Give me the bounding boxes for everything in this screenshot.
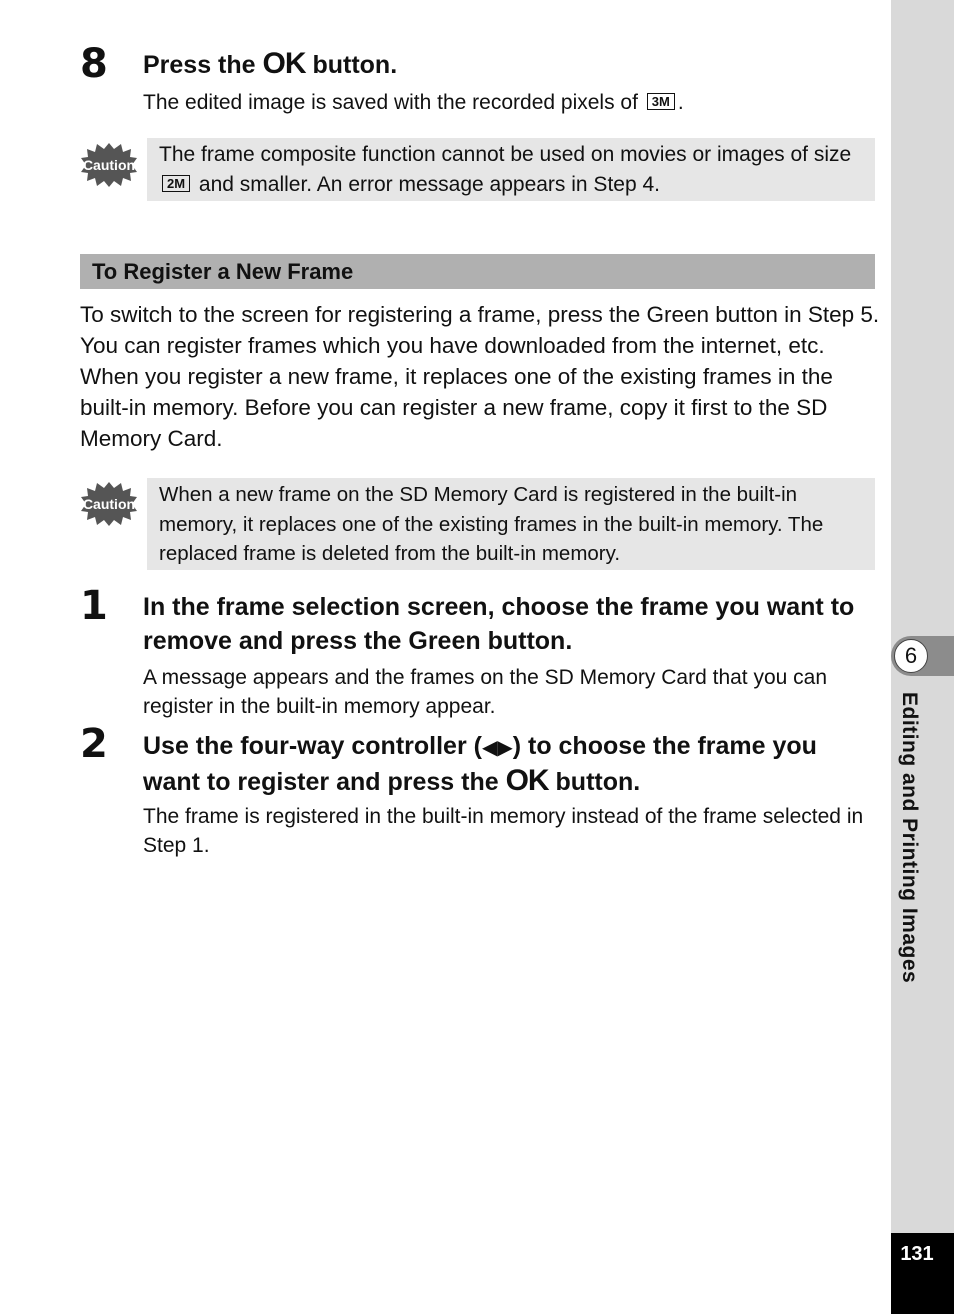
left-right-arrows-icon: ◀▶ — [481, 735, 513, 759]
step-8-text: The edited image is saved with the recorded pixels of 3M . — [143, 91, 684, 114]
ok-button-icon: OK — [262, 47, 306, 80]
caution-icon-label: Caution — [82, 157, 136, 173]
step-2-text: The frame is registered in the built-in memory instead of the frame selected in Step 1. — [143, 805, 864, 857]
caution-note-2: When a new frame on the SD Memory Card is registered in the built-in memory, it replaces one of the existing frames in the built-in memory. The replaced frame is deleted from the built-in memory. — [147, 478, 875, 570]
step-1-text: A message appears and the frames on the SD Memory Card that you can register in the built-in memory appear. — [143, 666, 828, 718]
chapter-title: Editing and Printing Images — [898, 692, 921, 984]
step-2-number: 2 — [80, 721, 108, 767]
section-heading: To Register a New Frame — [80, 254, 875, 289]
chapter-number: 6 — [894, 639, 928, 673]
caution-icon — [81, 482, 137, 526]
step-8-number: 8 — [80, 41, 108, 87]
ok-button-icon: OK — [505, 764, 549, 797]
caution-icon — [81, 143, 137, 187]
caution-icon-label: Caution — [82, 496, 136, 512]
page-number: 131 — [900, 1243, 934, 1265]
section-body-text: To switch to the screen for registering a frame, press the Green button in Step 5. You can register frames which you have downloaded from the internet, etc. When you register a new frame, it replaces one of the existing frames in the built-in memory. Before you can register a new frame, copy it first to the SD Memory Card. — [80, 302, 880, 451]
step-8-title: Press the OK button. — [143, 47, 398, 80]
step-1-number: 1 — [80, 583, 108, 629]
step-2-title: Use the four-way controller (◀▶) to choose the frame you want to register and press the OK button. — [143, 732, 817, 797]
step-1-title: In the frame selection screen, choose the frame you want to remove and press the Green button. — [143, 593, 855, 655]
recorded-pixels-3m-icon: 3M — [647, 93, 675, 110]
recorded-pixels-2m-icon: 2M — [162, 175, 190, 192]
caution-note-1: The frame composite function cannot be used on movies or images of size 2M and smaller. An error message appears in Step 4. — [147, 138, 875, 201]
